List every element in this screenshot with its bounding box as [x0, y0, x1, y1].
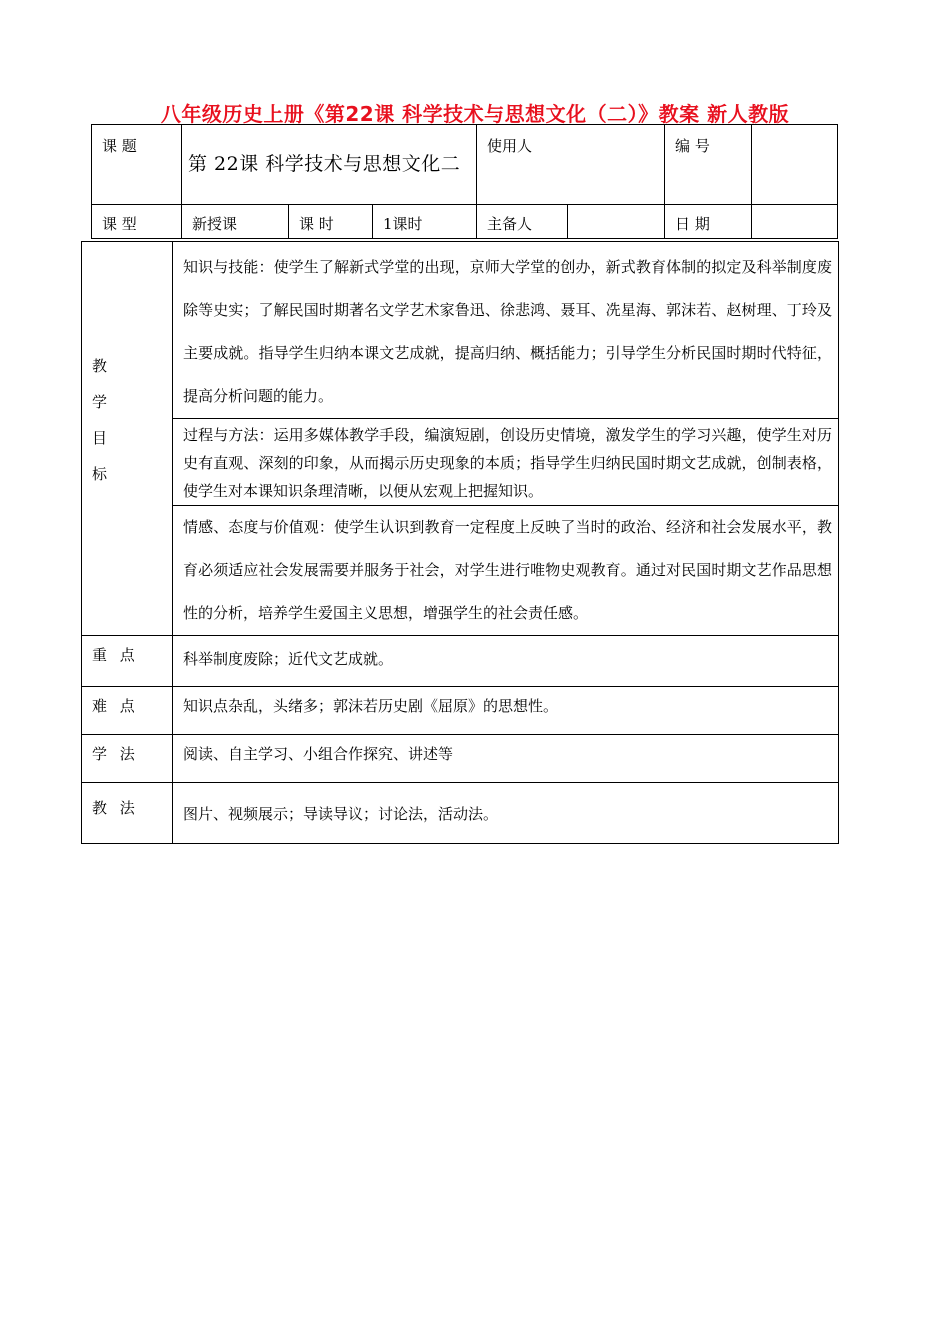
number-value	[752, 125, 837, 135]
topic-value: 第 22课 科学技术与思想文化二	[188, 153, 461, 175]
topic-label: 课 题	[102, 137, 137, 155]
study-label-cell	[82, 735, 173, 783]
hours-label-cell	[289, 205, 373, 239]
goals-label-char: 目	[92, 429, 108, 447]
goals-label-char: 教	[92, 357, 108, 375]
header-table	[91, 124, 838, 239]
focus-label-cell	[82, 636, 173, 687]
study-label: 学 法	[92, 745, 139, 763]
topic-value-cell	[182, 125, 477, 205]
focus-value: 科举制度废除；近代文艺成就。	[183, 650, 394, 668]
date-value	[752, 205, 837, 213]
study-value: 阅读、自主学习、小组合作探究、讲述等	[183, 745, 454, 763]
number-label-cell	[665, 125, 752, 205]
date-label-cell	[665, 205, 752, 239]
lesson-table	[81, 241, 839, 844]
process-goal-text: 过程与方法：运用多媒体教学手段，编演短剧，创设历史情境，激发学生的学习兴趣，使学生对历史有直观、深刻的印象，从而揭示历史现象的本质；指导学生归纳民国时期文艺成就，创制表格，使学生对本课知识条理清晰，以便从宏观上把握知识。	[183, 426, 832, 500]
user-label: 使用人	[487, 137, 533, 155]
difficulty-value: 知识点杂乱，头绪多；郭沫若历史剧《屈原》的思想性。	[183, 697, 559, 715]
type-value-cell	[182, 205, 289, 239]
preparer-label-cell	[477, 205, 568, 239]
number-label: 编 号	[675, 137, 710, 155]
teach-value-cell	[173, 783, 839, 844]
hours-label: 课 时	[299, 215, 334, 233]
document-title: 八年级历史上册《第22课 科学技术与思想文化（二）》教案 新人教版	[160, 102, 790, 126]
goals-label-cell	[82, 242, 173, 636]
date-value-cell	[752, 205, 838, 239]
preparer-value-cell	[568, 205, 665, 239]
emotion-goal-cell	[173, 506, 839, 636]
hours-value: 1课时	[383, 215, 423, 233]
number-value-cell	[752, 125, 838, 205]
topic-label-cell	[92, 125, 182, 205]
goals-label-char: 学	[92, 393, 108, 411]
hours-value-cell	[373, 205, 477, 239]
focus-label: 重 点	[92, 646, 139, 664]
difficulty-value-cell	[173, 687, 839, 735]
emotion-goal-text: 情感、态度与价值观：使学生认识到教育一定程度上反映了当时的政治、经济和社会发展水平，教育必须适应社会发展需要并服务于社会，对学生进行唯物史观教育。通过对民国时期文艺作品思想性的分析，培养学生爱国主义思想，增强学生的社会责任感。	[183, 518, 832, 622]
study-value-cell	[173, 735, 839, 783]
teach-label: 教 法	[92, 799, 139, 817]
type-value: 新授课	[192, 215, 238, 233]
type-label-cell	[92, 205, 182, 239]
goals-label-char: 标	[92, 465, 108, 483]
preparer-label: 主备人	[487, 215, 533, 233]
knowledge-goal-cell	[173, 242, 839, 419]
knowledge-goal-text: 知识与技能：使学生了解新式学堂的出现，京师大学堂的创办，新式教育体制的拟定及科举制度废除等史实；了解民国时期著名文学艺术家鲁迅、徐悲鸿、聂耳、冼星海、郭沫若、赵树理、丁玲及主要成就。指导学生归纳本课文艺成就，提高归纳、概括能力；引导学生分析民国时期时代特征，提高分析问题的能力。	[183, 258, 832, 405]
difficulty-label-cell	[82, 687, 173, 735]
preparer-value	[568, 205, 664, 213]
focus-value-cell	[173, 636, 839, 687]
type-label: 课 型	[102, 215, 137, 233]
goals-label	[82, 242, 172, 492]
teach-value: 图片、视频展示；导读导议；讨论法，活动法。	[183, 805, 499, 823]
process-goal-cell	[173, 419, 839, 506]
user-label-cell	[477, 125, 665, 205]
difficulty-label: 难 点	[92, 697, 139, 715]
date-label: 日 期	[675, 215, 710, 233]
teach-label-cell	[82, 783, 173, 844]
